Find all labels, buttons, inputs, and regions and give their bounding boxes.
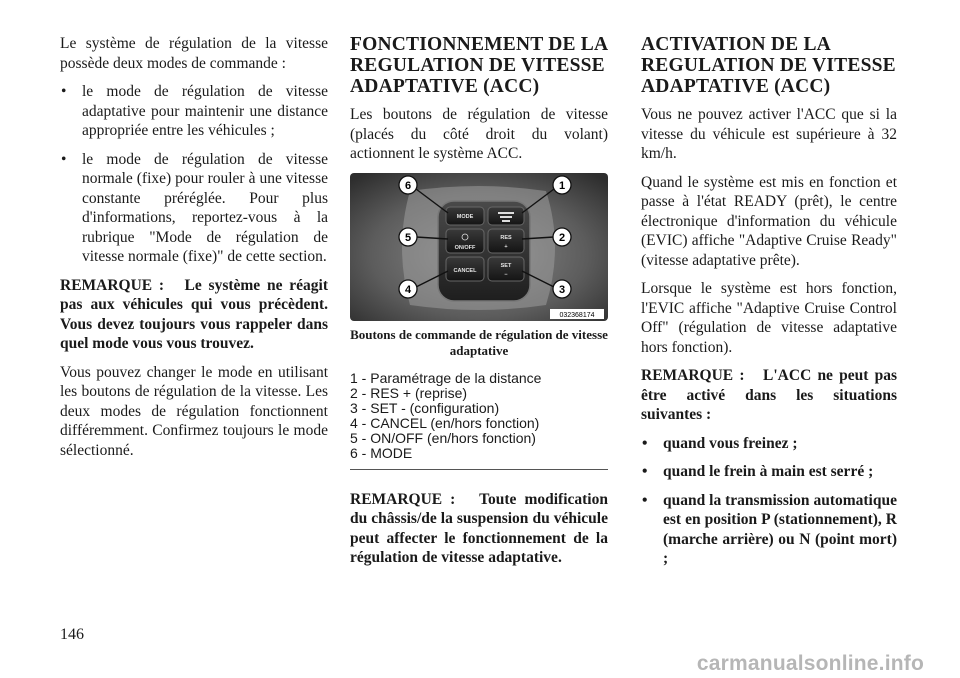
res-plus-sign: +	[504, 243, 508, 250]
cancel-button-label: CANCEL	[453, 267, 477, 274]
page-number: 146	[60, 626, 84, 643]
legend-item: 6 - MODE	[350, 444, 413, 461]
note-text: Toute modification du châssis/de la suspension du véhicule peut affecter le fonctionnement de la régulation de vitesse adaptative.	[350, 490, 608, 566]
watermark: carmanualsonline.info	[696, 652, 924, 675]
condition-list	[641, 434, 897, 569]
list-item: • quand vous freinez ;	[641, 434, 897, 454]
column-right	[641, 34, 897, 578]
figure-caption: Boutons de commande de régulation de vitesse adaptative	[350, 326, 608, 358]
legend-item: 4 - CANCEL (en/hors fonction)	[350, 414, 540, 431]
note-label: REMARQUE :	[350, 490, 456, 508]
legend-item: 3 - SET - (configuration)	[350, 399, 500, 416]
note-paragraph	[641, 366, 897, 425]
mode-button-label: MODE	[456, 213, 474, 220]
callout-3: 3	[558, 283, 566, 296]
steering-wheel-controls-figure	[350, 173, 608, 321]
note-paragraph	[60, 276, 328, 354]
column-left	[60, 34, 328, 469]
callout-6: 6	[404, 179, 412, 192]
body-paragraph: Lorsque le système est hors fonction, l'EVIC affiche "Adaptive Cruise Control Off" (régulation de vitesse adaptative hors fonction).	[641, 280, 897, 356]
figure-code: 032368174	[559, 311, 595, 319]
onoff-button-label: ON/OFF	[454, 244, 476, 251]
body-paragraph: Quand le système est mis en fonction et passe à l'état READY (prêt), le centre électronique d'information du véhicule (EVIC) affiche "Adaptive Cruise Ready" (vitesse adaptative prête).	[641, 173, 897, 269]
column-middle	[350, 34, 608, 577]
legend-item: 2 - RES + (reprise)	[350, 384, 468, 401]
body-paragraph: Vous ne pouvez activer l'ACC que si la vitesse du véhicule est supérieure à 32 km/h.	[641, 106, 897, 162]
section-heading: FONCTIONNEMENT DE LA REGULATION DE VITESSE ADAPTATIVE (ACC)	[350, 34, 608, 97]
note-label: REMARQUE :	[641, 367, 745, 384]
set-minus-sign: −	[504, 271, 508, 278]
button-legend	[350, 371, 608, 470]
note-paragraph	[350, 490, 608, 568]
note-text: Le système ne réagit pas aux véhicules qui vous précèdent. Vous devez toujours vous rappeler dans quel mode vous vous trouvez.	[60, 276, 329, 352]
set-button-label: SET	[500, 262, 512, 269]
cruise-buttons-illustration	[350, 173, 608, 321]
list-item: • le mode de régulation de vitesse adaptative pour maintenir une distance appropriée entre les véhicules ;	[60, 82, 328, 141]
callout-4: 4	[404, 283, 412, 296]
callout-1: 1	[558, 179, 566, 192]
mode-list	[60, 82, 328, 267]
res-button-label: RES	[500, 234, 512, 241]
note-text: L'ACC ne peut pas être activé dans les situations suivantes :	[641, 367, 897, 423]
legend-item: 5 - ON/OFF (en/hors fonction)	[350, 429, 536, 446]
list-item: • quand le frein à main est serré ;	[641, 462, 897, 482]
section-heading: ACTIVATION DE LA REGULATION DE VITESSE ADAPTATIVE (ACC)	[641, 34, 896, 97]
list-item: • quand la transmission automatique est en position P (stationnement), R (marche arrière) ou N (point mort) ;	[641, 491, 897, 569]
intro-paragraph: Le système de régulation de la vitesse possède deux modes de commande :	[60, 35, 328, 72]
note-label: REMARQUE :	[60, 276, 165, 294]
body-paragraph: Les boutons de régulation de vitesse (placés du côté droit du volant) actionnent le système ACC.	[350, 106, 608, 162]
list-item: • le mode de régulation de vitesse normale (fixe) pour rouler à une vitesse constante préréglée. Pour plus d'informations, reportez-vous à la rubrique "Mode de régulation de vitesse normale (fixe)" de cette section.	[60, 150, 328, 267]
callout-5: 5	[404, 231, 412, 244]
body-paragraph: Vous pouvez changer le mode en utilisant les boutons de régulation de la vitesse. Les deux modes de régulation fonctionnent différemment. Confirmez toujours le mode sélectionné.	[60, 363, 328, 459]
callout-2: 2	[558, 231, 566, 244]
legend-item: 1 - Paramétrage de la distance	[350, 369, 542, 386]
